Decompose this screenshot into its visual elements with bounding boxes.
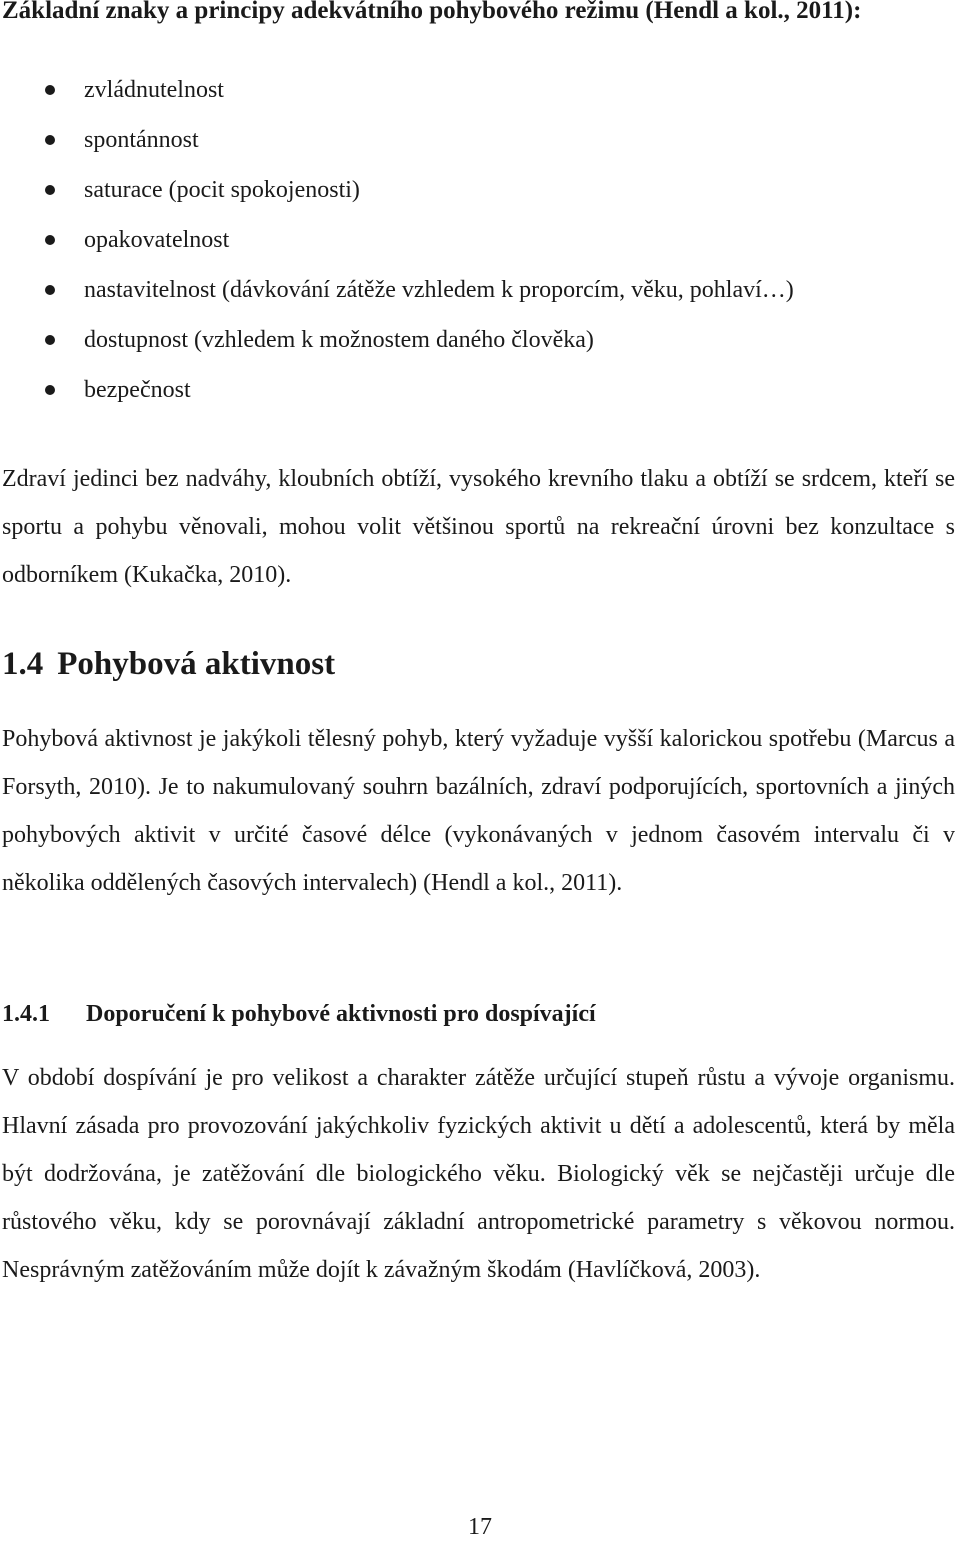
list-item bbox=[0, 273, 794, 323]
paragraph-healthy-individuals: Zdraví jedinci bez nadváhy, kloubních obtíží, vysokého krevního tlaku a obtíží se srdcem, kteří se sportu a pohybu věnovali, mohou volit většinou sportů na rekreační úrovni bez konzultace s odborníkem (Kukačka, 2010). bbox=[2, 466, 955, 588]
list-item bbox=[0, 123, 794, 173]
bullet-icon bbox=[45, 135, 55, 145]
bullet-icon bbox=[45, 85, 55, 95]
section-number: 1.4 bbox=[2, 646, 44, 682]
list-item-text: dostupnost (vzhledem k možnostem daného člověka) bbox=[84, 327, 594, 353]
principles-list bbox=[0, 73, 794, 423]
list-item-text: nastavitelnost (dávkování zátěže vzhledem k proporcím, věku, pohlaví…) bbox=[84, 277, 794, 303]
bullet-icon bbox=[45, 385, 55, 395]
list-item bbox=[0, 323, 794, 373]
subsection-number: 1.4.1 bbox=[2, 1001, 50, 1027]
intro-heading: Základní znaky a principy adekvátního pohybového režimu (Hendl a kol., 2011): bbox=[2, 0, 862, 24]
subsection-title: Doporučení k pohybové aktivnosti pro dospívající bbox=[86, 1001, 596, 1027]
list-item bbox=[0, 173, 794, 223]
section-title: Pohybová aktivnost bbox=[57, 646, 336, 682]
paragraph-adolescents: V období dospívání je pro velikost a charakter zátěže určující stupeň růstu a vývoje organismu. Hlavní zásada pro provozování jakýchkoliv fyzických aktivit u dětí a adolescentů, která by měla být dodržována, je zatěžování dle biologického věku. Biologický věk se nejčastěji určuje dle růstového věku, kdy se porovnávají základní antropometrické parametry s věkovou normou. Nesprávným zatěžováním může dojít k závažným škodám (Havlíčková, 2003). bbox=[2, 1065, 955, 1283]
list-item bbox=[0, 73, 794, 123]
list-item-text: zvládnutelnost bbox=[84, 77, 224, 103]
subsection-heading bbox=[2, 994, 596, 1034]
list-item-text: saturace (pocit spokojenosti) bbox=[84, 177, 360, 203]
section-heading bbox=[2, 641, 335, 687]
list-item bbox=[0, 373, 794, 423]
list-item-text: opakovatelnost bbox=[84, 227, 230, 253]
paragraph-physical-activity: Pohybová aktivnost je jakýkoli tělesný pohyb, který vyžaduje vyšší kalorickou spotřebu (Marcus a Forsyth, 2010). Je to nakumulovaný souhrn bazálních, zdraví podporujících, sportovních a jiných pohybových aktivit v určité časové délce (vykonávaných v jednom časovém intervalu či v několika oddělených časových intervalech) (Hendl a kol., 2011). bbox=[2, 726, 955, 896]
list-item-text: spontánnost bbox=[84, 127, 199, 153]
bullet-icon bbox=[45, 185, 55, 195]
bullet-icon bbox=[45, 285, 55, 295]
list-item-text: bezpečnost bbox=[84, 377, 191, 403]
bullet-icon bbox=[45, 235, 55, 245]
page-number: 17 bbox=[468, 1514, 492, 1540]
bullet-icon bbox=[45, 335, 55, 345]
list-item bbox=[0, 223, 794, 273]
